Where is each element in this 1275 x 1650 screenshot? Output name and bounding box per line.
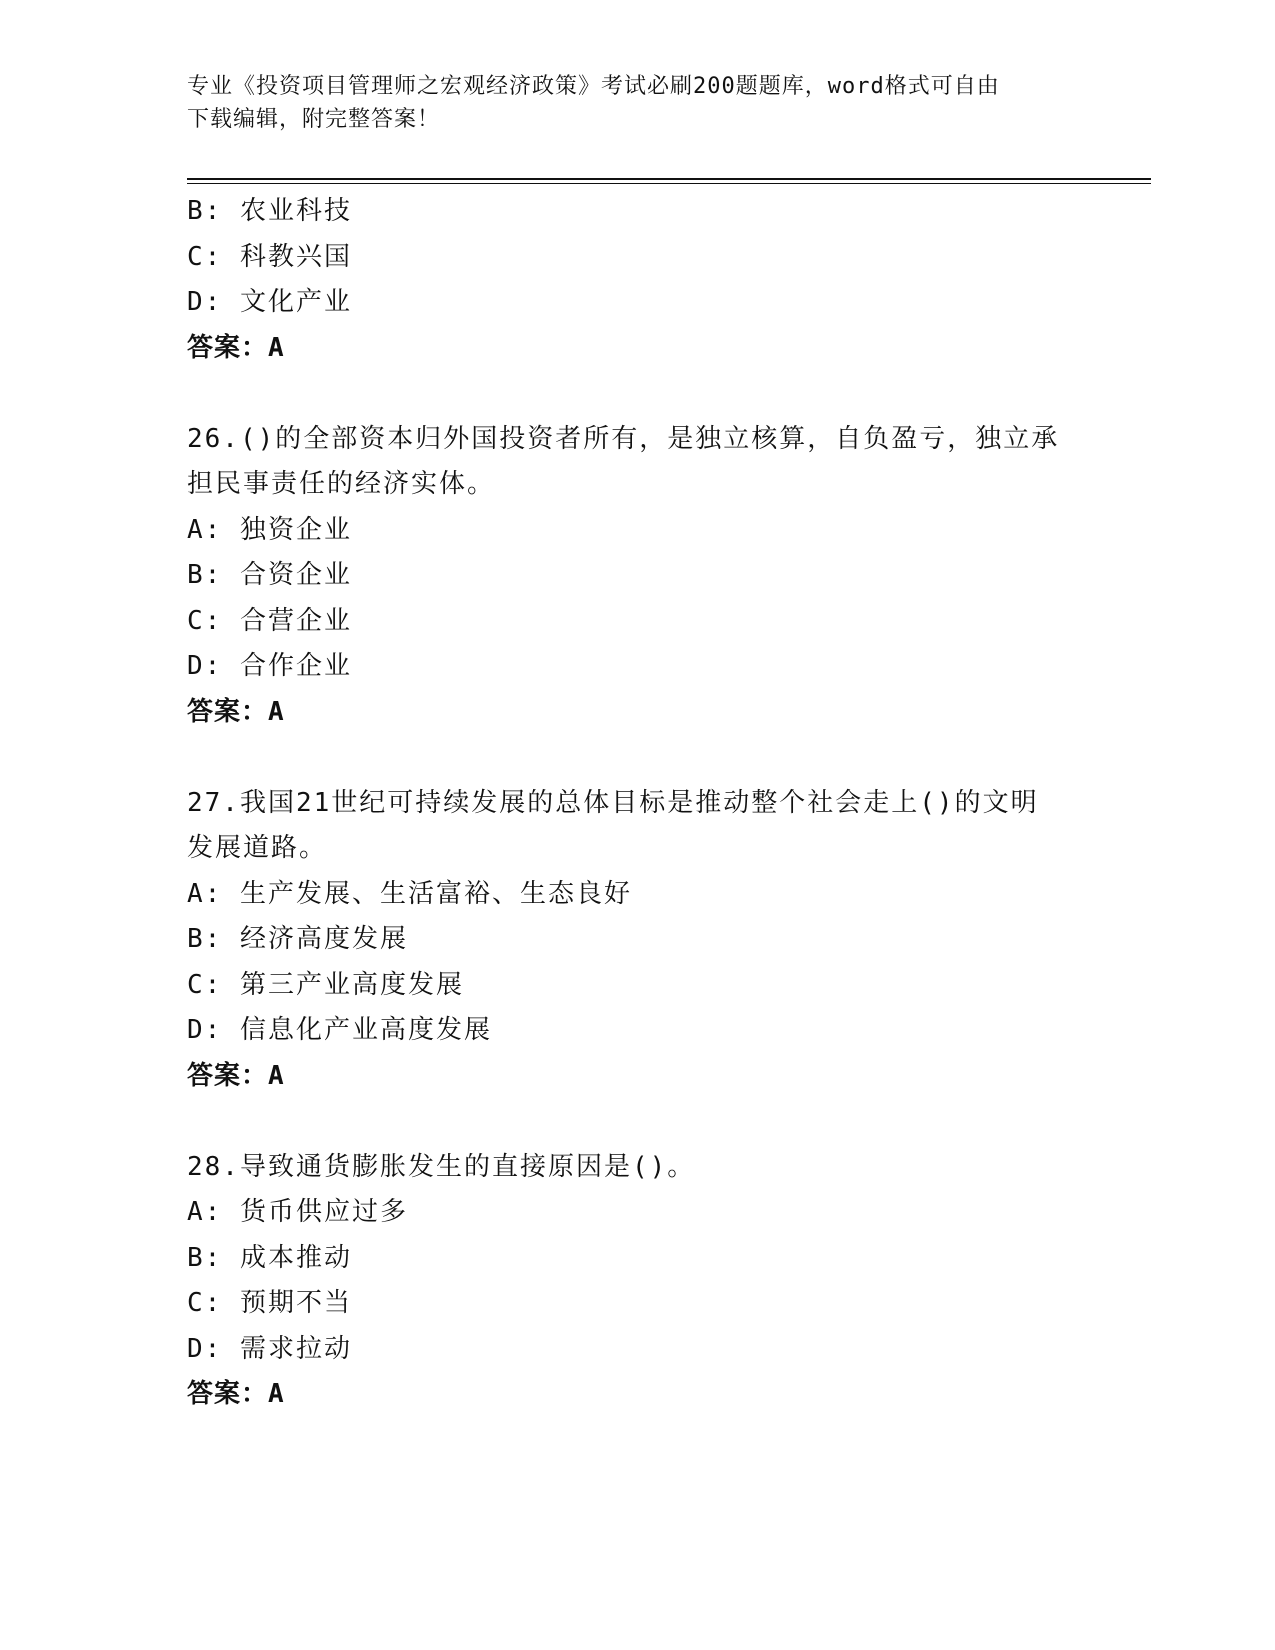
option-a: A: 生产发展、生活富裕、生态良好 — [187, 878, 632, 909]
question-text-line-1: 27.我国21世纪可持续发展的总体目标是推动整个社会走上()的文明 — [187, 787, 1039, 818]
answer: 答案：A — [187, 1060, 285, 1091]
header-line-1: 专业《投资项目管理师之宏观经济政策》考试必刷200题题库，word格式可自由 — [187, 74, 1000, 99]
option-c: C: 预期不当 — [187, 1288, 352, 1318]
document-header — [187, 70, 1087, 136]
question-25-tail — [187, 189, 1087, 371]
option-b: B: 合资企业 — [187, 560, 352, 590]
answer: 答案：A — [187, 1379, 285, 1409]
header-divider-thick — [187, 178, 1151, 180]
spacer — [187, 735, 1087, 781]
question-list — [187, 189, 1087, 1418]
question-28 — [187, 1145, 1087, 1418]
answer: 答案：A — [187, 332, 285, 363]
option-c: C: 科教兴国 — [187, 241, 352, 272]
option-a: A: 独资企业 — [187, 514, 352, 545]
question-text-line-2: 发展道路。 — [187, 833, 328, 863]
header-line-2: 下载编辑，附完整答案！ — [187, 107, 441, 132]
option-a: A: 货币供应过多 — [187, 1197, 408, 1227]
header-divider-thin — [187, 183, 1151, 184]
question-27 — [187, 781, 1087, 1100]
spacer — [187, 371, 1087, 417]
option-d: D: 信息化产业高度发展 — [187, 1015, 492, 1045]
answer: 答案：A — [187, 696, 285, 727]
spacer — [187, 1099, 1087, 1145]
option-d: D: 合作企业 — [187, 651, 352, 681]
option-c: C: 合营企业 — [187, 605, 352, 636]
option-d: D: 需求拉动 — [187, 1333, 352, 1364]
option-b: B: 成本推动 — [187, 1242, 352, 1273]
option-b: B: 经济高度发展 — [187, 924, 408, 954]
question-text-line-1: 28.导致通货膨胀发生的直接原因是()。 — [187, 1151, 696, 1182]
option-c: C: 第三产业高度发展 — [187, 969, 464, 1000]
question-26 — [187, 417, 1087, 736]
option-d: D: 文化产业 — [187, 287, 352, 317]
question-text-line-2: 担民事责任的经济实体。 — [187, 469, 496, 499]
question-text-line-1: 26.()的全部资本归外国投资者所有，是独立核算，自负盈亏，独立承 — [187, 423, 1060, 454]
option-b: B: 农业科技 — [187, 196, 352, 226]
